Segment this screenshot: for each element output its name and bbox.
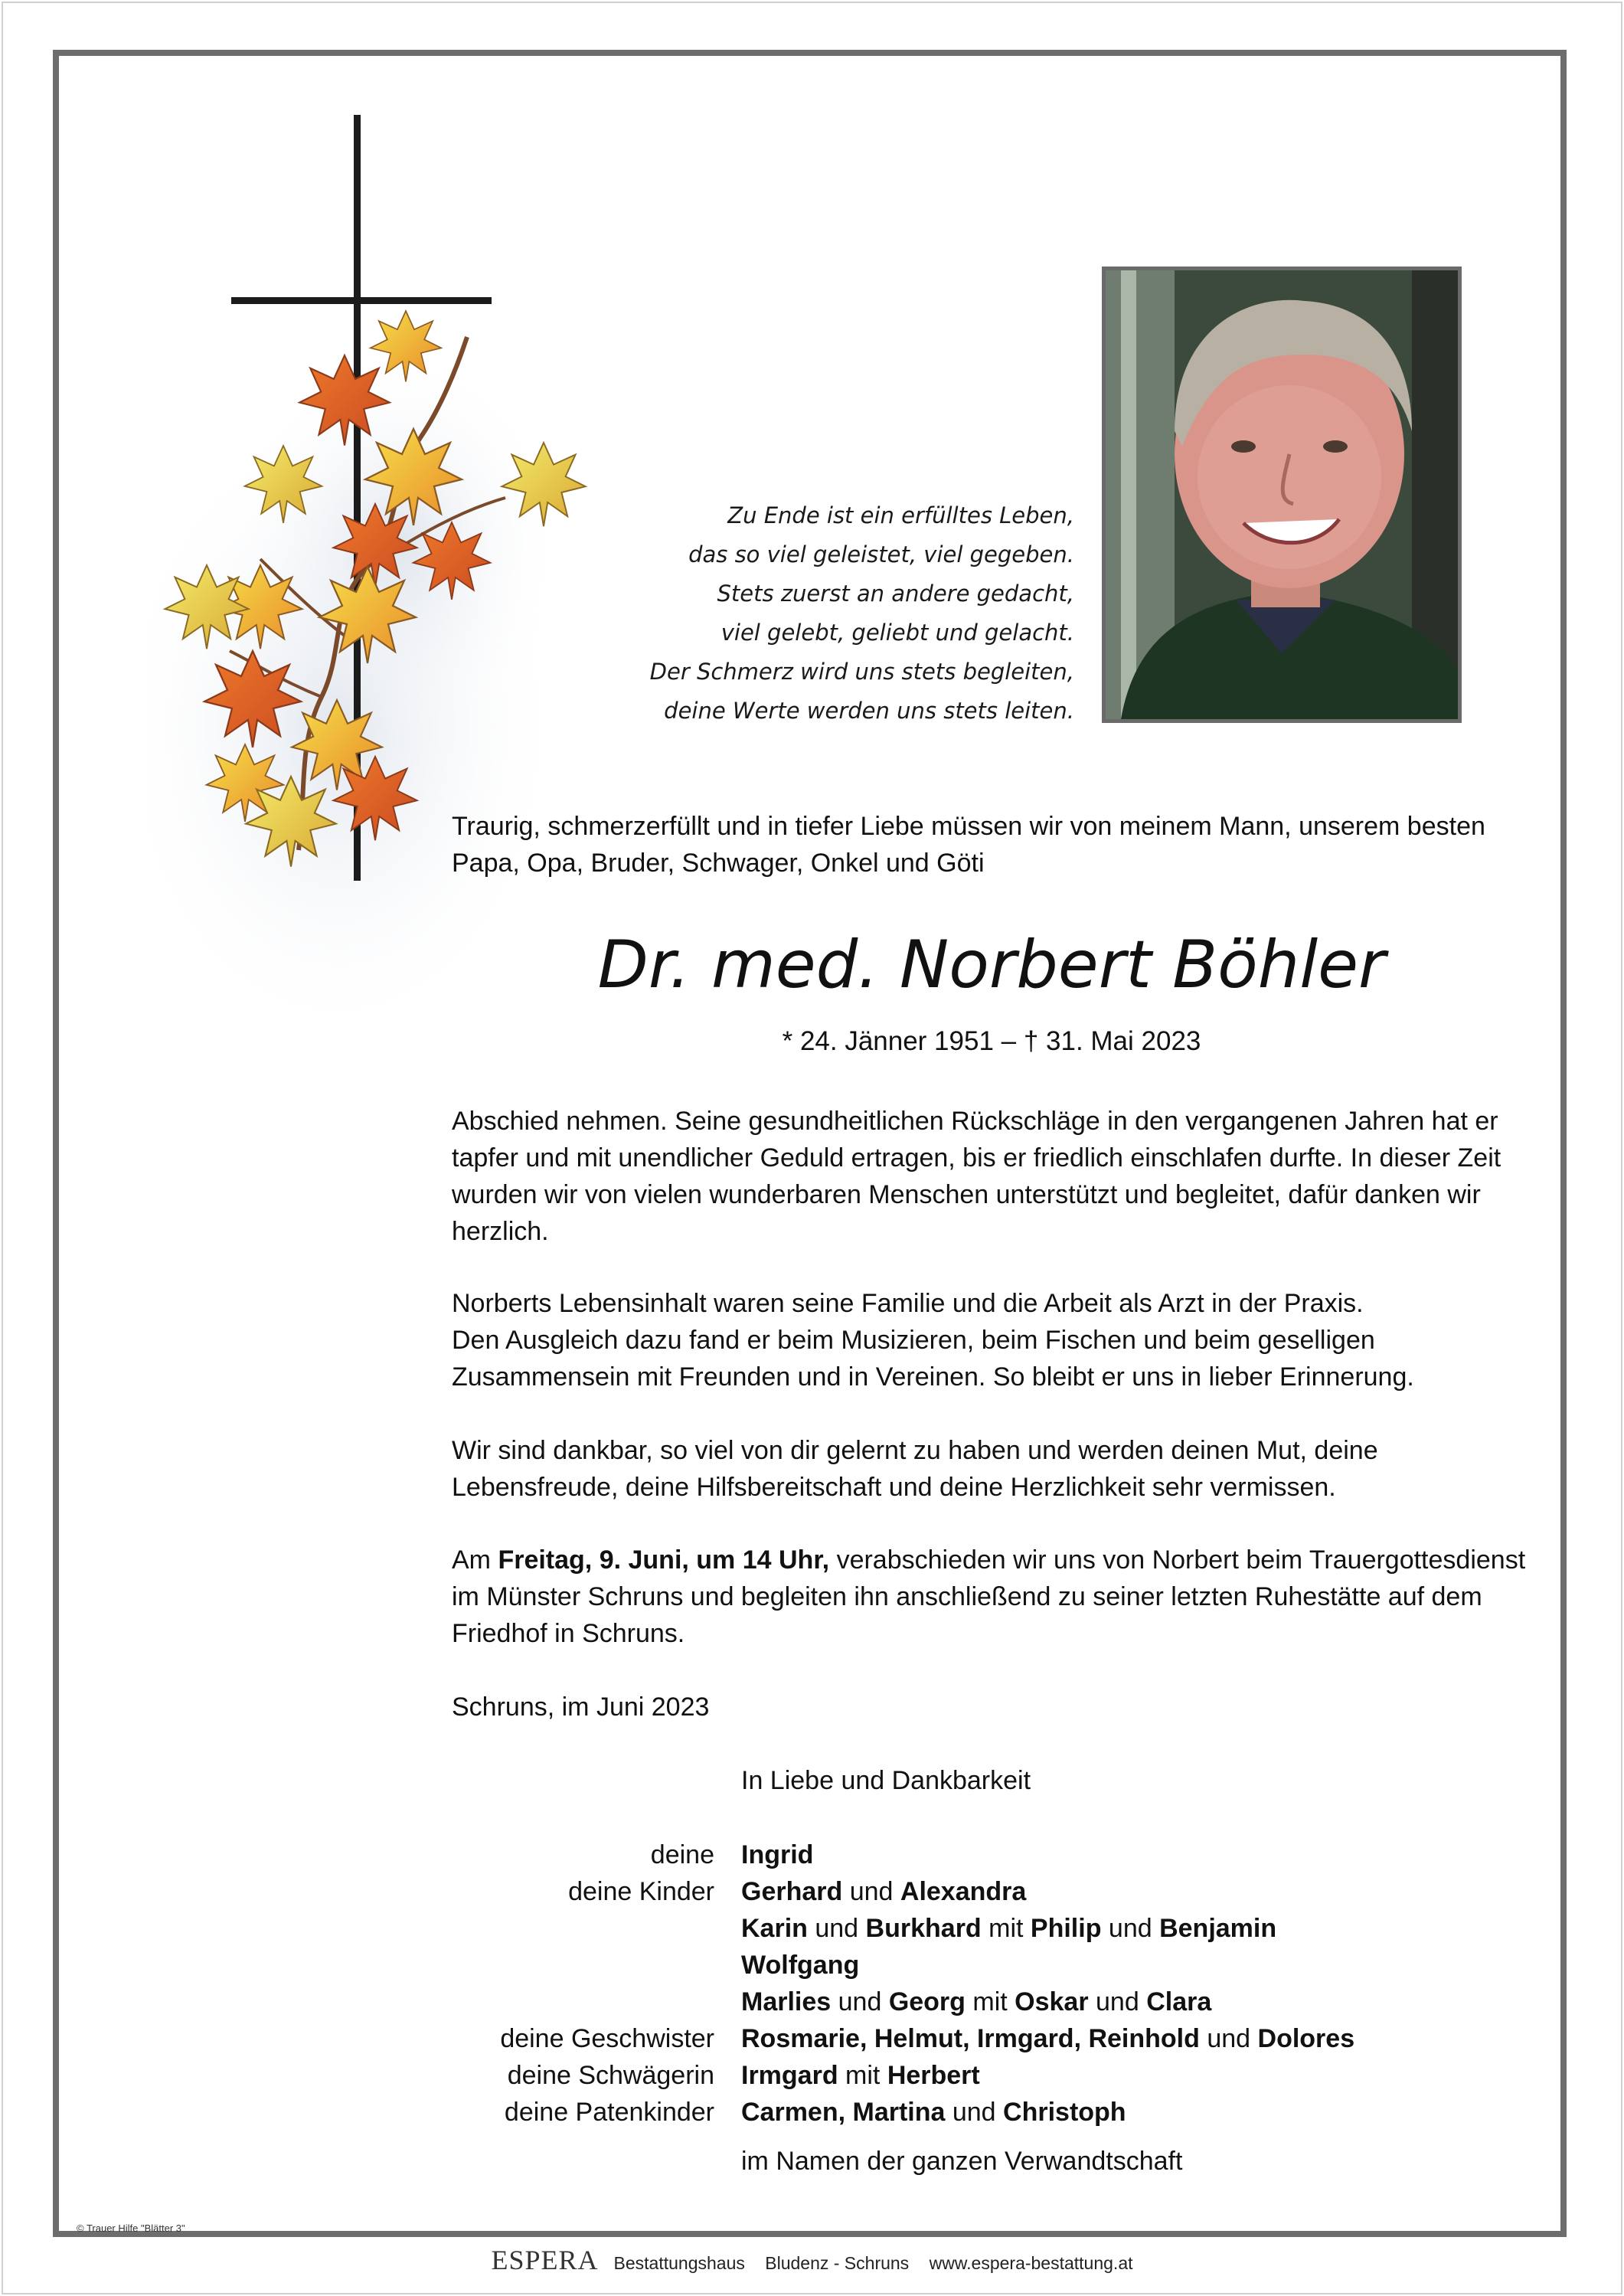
family-name: Irmgard [741, 2061, 838, 2090]
family-row [429, 1836, 1577, 1873]
family-name: Ingrid [741, 1840, 814, 1869]
life-dates: * 24. Jänner 1951 – † 31. Mai 2023 [782, 1026, 1201, 1056]
service-text: Am [452, 1545, 498, 1575]
poem-line: viel gelebt, geliebt und gelacht. [721, 620, 1074, 646]
connector: und [1199, 2024, 1258, 2053]
paragraph-gratitude: Wir sind dankbar, so viel von dir gelernt zu haben und werden deinen Mut, deine Lebensfreude, deine Hilfsbereitschaft und deine Herzlichkeit sehr vermissen. [452, 1436, 1378, 1502]
paragraph-farewell: Abschied nehmen. Seine gesundheitlichen Rückschläge in den vergangenen Jahren hat er tapfer und mit unendlicher Geduld ertragen, bis er friedlich einschlafen durfte. In dieser Zeit wurden wir von vielen wunderbaren Menschen unterstützt und begleitet, dafür danken wir herzlich. [452, 1107, 1501, 1246]
family-names [741, 1873, 1026, 1910]
family-row [429, 1984, 1577, 2020]
family-name: Dolores [1257, 2024, 1355, 2053]
family-name: Benjamin [1159, 1914, 1277, 1943]
poem-line: das so viel geleistet, viel gegeben. [688, 541, 1074, 567]
family-row [429, 1873, 1577, 1910]
paragraph-life [452, 1285, 1547, 1395]
family-names [741, 1910, 1276, 1947]
family-name: Oskar [1015, 1987, 1089, 2016]
family-row [429, 1910, 1577, 1947]
family-list [429, 1836, 1577, 2131]
footer-brand: ESPERA [491, 2245, 599, 2275]
family-row [429, 1947, 1577, 1984]
place-date: Schruns, im Juni 2023 [452, 1693, 710, 1722]
paragraph-line: Zusammensein mit Freunden und in Vereinen. So bleibt er uns in lieber Erinnerung. [452, 1362, 1414, 1392]
relation-label: deine Patenkinder [504, 2098, 714, 2127]
memorial-poem [600, 496, 1074, 731]
family-names [741, 1984, 1211, 2020]
connector: und [945, 2098, 1004, 2127]
family-name: Clara [1146, 1987, 1212, 2016]
service-date: Freitag, 9. Juni, um 14 Uhr, [498, 1545, 830, 1575]
relation-label [429, 1984, 741, 2020]
paragraph-line: Den Ausgleich dazu fand er beim Musizieren, beim Fischen und beim geselligen [452, 1326, 1375, 1355]
family-names [741, 1947, 859, 1984]
family-name: Philip [1030, 1914, 1102, 1943]
relation-label [429, 1947, 741, 1984]
family-name: Wolfgang [741, 1951, 860, 1980]
connector: mit [965, 1987, 1015, 2016]
paragraph-line: Norberts Lebensinhalt waren seine Familie und die Arbeit als Arzt in der Praxis. [452, 1289, 1364, 1318]
connector: und [842, 1877, 900, 1906]
footer-brand-sub: Bestattungshaus [613, 2253, 745, 2273]
portrait-photo [1102, 267, 1462, 723]
family-name: Christoph [1003, 2098, 1126, 2127]
family-name: Karin [741, 1914, 808, 1943]
poem-line: Der Schmerz wird uns stets begleiten, [649, 659, 1074, 685]
connector: und [831, 1987, 889, 2016]
connector: und [1101, 1914, 1160, 1943]
family-names [741, 2057, 980, 2094]
relation-label: deine Geschwister [500, 2024, 714, 2053]
poem-line: deine Werte werden uns stets leiten. [664, 698, 1074, 724]
family-names [741, 2094, 1126, 2131]
family-row [429, 2057, 1577, 2094]
family-name: Burkhard [865, 1914, 982, 1943]
family-row [429, 2094, 1577, 2131]
connector: mit [838, 2061, 887, 2090]
family-name: Georg [888, 1987, 966, 2016]
intro-text: Traurig, schmerzerfüllt und in tiefer Liebe müssen wir von meinem Mann, unserem besten Papa, Opa, Bruder, Schwager, Onkel und Göti [452, 812, 1485, 878]
closing-line: In Liebe und Dankbarkeit [741, 1766, 1031, 1795]
footer-locations: Bludenz - Schruns [765, 2253, 910, 2273]
connector: mit [981, 1914, 1031, 1943]
family-name: Alexandra [900, 1877, 1027, 1906]
cross-with-leaves-illustration [145, 115, 620, 1049]
relation-label: deine Kinder [568, 1877, 714, 1906]
family-name: Carmen, Martina [741, 2098, 946, 2127]
family-row [429, 2020, 1577, 2057]
poem-line: Stets zuerst an andere gedacht, [717, 581, 1074, 607]
family-name: Marlies [741, 1987, 832, 2016]
relation-label: deine [650, 1840, 714, 1869]
relation-label: deine Schwägerin [507, 2061, 714, 2090]
paragraph-service [452, 1542, 1547, 1652]
connector: und [807, 1914, 866, 1943]
relation-label [429, 1910, 741, 1947]
copyright-note: © Trauer Hilfe "Blätter 3" [77, 2222, 185, 2234]
family-names [741, 1836, 813, 1873]
family-name: Gerhard [741, 1877, 843, 1906]
family-names [741, 2020, 1354, 2057]
connector: und [1088, 1987, 1147, 2016]
family-name: Rosmarie, Helmut, Irmgard, Reinhold [741, 2024, 1200, 2053]
service-text: verabschieden wir uns von Norbert beim Trauergottesdienst im Münster Schruns und begleiten ihn anschließend zu seiner letzten Ruhestätte auf dem Friedhof in Schruns. [452, 1545, 1526, 1648]
footer-website: www.espera-bestattung.at [929, 2253, 1133, 2273]
relatives-line: im Namen der ganzen Verwandtschaft [741, 2147, 1183, 2176]
deceased-name: Dr. med. Norbert Böhler [597, 927, 1386, 1003]
poem-line: Zu Ende ist ein erfülltes Leben, [727, 502, 1074, 528]
family-name: Herbert [887, 2061, 980, 2090]
footer [0, 2241, 1624, 2282]
portrait-illustration [1106, 270, 1458, 719]
